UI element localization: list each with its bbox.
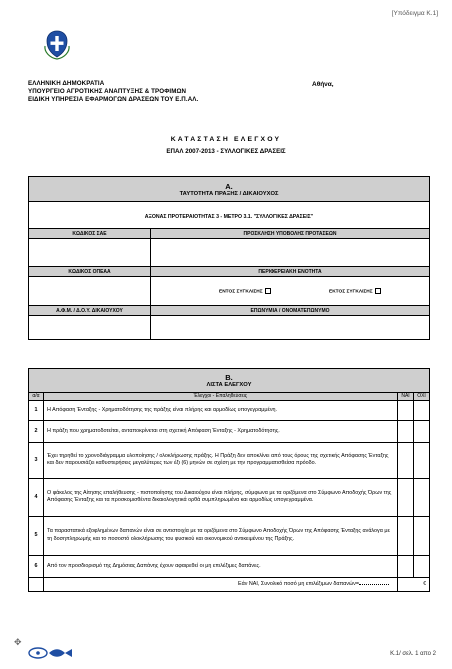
total-value-field[interactable] — [359, 584, 389, 585]
row-number: 5 — [29, 516, 44, 555]
no-cell[interactable] — [414, 516, 430, 555]
doc-title: ΚΑΤΑΣΤΑΣΗ ΕΛΕΓΧΟΥ — [170, 136, 282, 143]
total-row — [29, 577, 430, 591]
code-opeaa-label: ΚΩΔΙΚΟΣ ΟΠΕΑΑ — [68, 269, 111, 275]
greek-emblem-icon — [42, 28, 72, 60]
row-text: Ο φάκελος της Αίτησης επαλήθευσης - πιστοποίησης του Δικαιούχου είναι πλήρης, σύμφωνα με τα οριζόμενα στο Σύμφωνο Αποδοχής Όρων της Απόφασης Ένταξης και τα προσκομισθέντα δικαιολογητικά ορθά συμπληρωμένα και αρμοδίως υπογεγραμμένα. — [44, 478, 398, 516]
row-number: 4 — [29, 478, 44, 516]
header-republic: ΕΛΛΗΝΙΚΗ ΔΗΜΟΚΡΑΤΙΑ — [28, 80, 105, 87]
table-row — [29, 400, 430, 420]
row-number: 3 — [29, 442, 44, 478]
invitation-label: ΠΡΟΣΚΛΗΣΗ ΥΠΟΒΟΛΗΣ ΠΡΟΤΑΣΕΩΝ — [243, 231, 337, 237]
table-row — [29, 516, 430, 555]
checklist-header-row — [29, 393, 430, 401]
no-cell[interactable] — [414, 555, 430, 577]
inside-convergence-checkbox[interactable] — [265, 288, 271, 294]
row-number: 2 — [29, 420, 44, 442]
outside-convergence-checkbox[interactable] — [375, 288, 381, 294]
row-number: 6 — [29, 555, 44, 577]
section-b-header — [28, 368, 430, 393]
header-service: ΕΙΔΙΚΗ ΥΠΗΡΕΣΙΑ ΕΦΑΡΜΟΓΩΝ ΔΡΑΣΕΩΝ ΤΟΥ Ε.Π.ΑΛ. — [28, 96, 199, 103]
doc-subtitle: ΕΠΑΛ 2007-2013 - ΣΥΛΛΟΓΙΚΕΣ ΔΡΑΣΕΙΣ — [166, 148, 286, 155]
code-sae-label: ΚΩΔΙΚΟΣ ΣΑΕ — [72, 231, 107, 237]
col-yes-header: ΝΑΙ — [398, 393, 414, 401]
code-opeaa-field[interactable] — [29, 277, 150, 305]
inside-convergence[interactable] — [219, 288, 271, 294]
table-row — [29, 420, 430, 442]
yes-cell[interactable] — [398, 516, 414, 555]
move-handle-icon[interactable]: ✥ — [14, 637, 22, 647]
row-text: Έχει τηρηθεί το χρονοδιάγραμμα υλοποίησης / ολοκλήρωσης πράξης. Η Πράξη δεν αποκλίνει από τους όρους της σχετικής Απόφασης Ένταξης και δεν παρουσιάζει καθυστερήσεις μεγαλύτερες των έξι (6) μηνών σε σχέση με την προγραμματισθείσα πρόοδο. — [44, 442, 398, 478]
col-num-header: α/α — [29, 393, 44, 401]
section-a-heading: ΤΑΥΤΟΤΗΤΑ ΠΡΑΞΗΣ / ΔΙΚΑΙΟΥΧΟΣ — [179, 191, 279, 197]
header-city: Αθήνα, — [312, 81, 334, 88]
no-cell[interactable] — [414, 420, 430, 442]
no-cell[interactable] — [414, 400, 430, 420]
code-sae-field[interactable] — [29, 239, 150, 266]
yes-cell[interactable] — [398, 555, 414, 577]
table-row — [29, 442, 430, 478]
header-ministry: ΥΠΟΥΡΓΕΙΟ ΑΓΡΟΤΙΚΗΣ ΑΝΑΠΤΥΞΗΣ & ΤΡΟΦΙΜΩΝ — [28, 88, 187, 95]
row-number: 1 — [29, 400, 44, 420]
row-text: Η πράξη που χρηματοδοτείται, ανταποκρίνεται στη σχετική Απόφαση Ένταξης - Χρηματοδότησης. — [44, 420, 398, 442]
afm-field[interactable] — [29, 316, 150, 339]
yes-cell[interactable] — [398, 442, 414, 478]
section-b-letter: Β. — [225, 373, 233, 382]
section-a-letter: Α. — [225, 182, 233, 191]
col-checks-header: Έλεγχοι - Επαληθεύσεις — [44, 393, 398, 401]
section-a — [28, 176, 430, 340]
region-label: ΠΕΡΙΦΕΡΕΙΑΚΗ ΕΝΟΤΗΤΑ — [258, 269, 322, 275]
checklist-table — [28, 392, 430, 592]
total-currency: € — [398, 577, 430, 591]
afm-label: Α.Φ.Μ. / Δ.Ο.Υ. ΔΙΚΑΙΟΥΧΟΥ — [56, 308, 123, 314]
section-b-heading: ΛΙΣΤΑ ΕΛΕΓΧΟΥ — [206, 382, 252, 388]
axis-line: ΑΞΟΝΑΣ ΠΡΟΤΕΡΑΙΟΤΗΤΑΣ 3 - ΜΕΤΡΟ 3.1. "ΣΥΛΛΟΓΙΚΕΣ ΔΡΑΣΕΙΣ" — [144, 214, 314, 220]
total-label-text: Εάν ΝΑΙ, Συνολικό ποσό μη επιλέξιμων δαπανών= — [237, 580, 359, 587]
yes-cell[interactable] — [398, 400, 414, 420]
col-no-header: ΟΧΙ — [414, 393, 430, 401]
row-text: Η Απόφαση Ένταξης - Χρηματοδότησης της πράξης είναι πλήρης και αρμοδίως υπογεγραμμένη. — [44, 400, 398, 420]
no-cell[interactable] — [414, 442, 430, 478]
template-label: [Υπόδειγμα Κ.1] — [391, 10, 438, 17]
outside-convergence[interactable] — [329, 288, 381, 294]
row-text: Από τον προσδιορισμό της Δημόσιας Δαπάνης έχουν αφαιρεθεί οι μη επιλέξιμες δαπάνες. — [44, 555, 398, 577]
total-label — [44, 577, 398, 591]
page-number: Κ.1/ σελ. 1 απο 2 — [390, 651, 436, 657]
row-text: Τα παραστατικά εξοφλημένων δαπανών είναι σε αντιστοιχία με τα οριζόμενα στο Σύμφωνο Αποδοχής Όρων της Απόφασης Ένταξης ανάλογα με τη δοσηπληρωμής και το ποσοστό ολοκλήρωσης του φυσικού και οικονομικού αντικειμένου της Πράξης. — [44, 516, 398, 555]
outside-convergence-label: ΕΚΤΟΣ ΣΥΓΚΛΙΣΗΣ — [329, 289, 373, 295]
table-row — [29, 555, 430, 577]
inside-convergence-label: ΕΝΤΟΣ ΣΥΓΚΛΙΣΗΣ — [219, 289, 263, 295]
yes-cell[interactable] — [398, 420, 414, 442]
fisheries-logo-icon — [28, 646, 74, 660]
yes-cell[interactable] — [398, 478, 414, 516]
no-cell[interactable] — [414, 478, 430, 516]
name-label: ΕΠΩΝΥΜΙΑ / ΟΝΟΜΑΤΕΠΩΝΥΜΟ — [250, 308, 330, 314]
table-row — [29, 478, 430, 516]
section-a-header — [29, 177, 429, 202]
name-field[interactable] — [151, 316, 429, 339]
invitation-field[interactable] — [151, 239, 429, 266]
